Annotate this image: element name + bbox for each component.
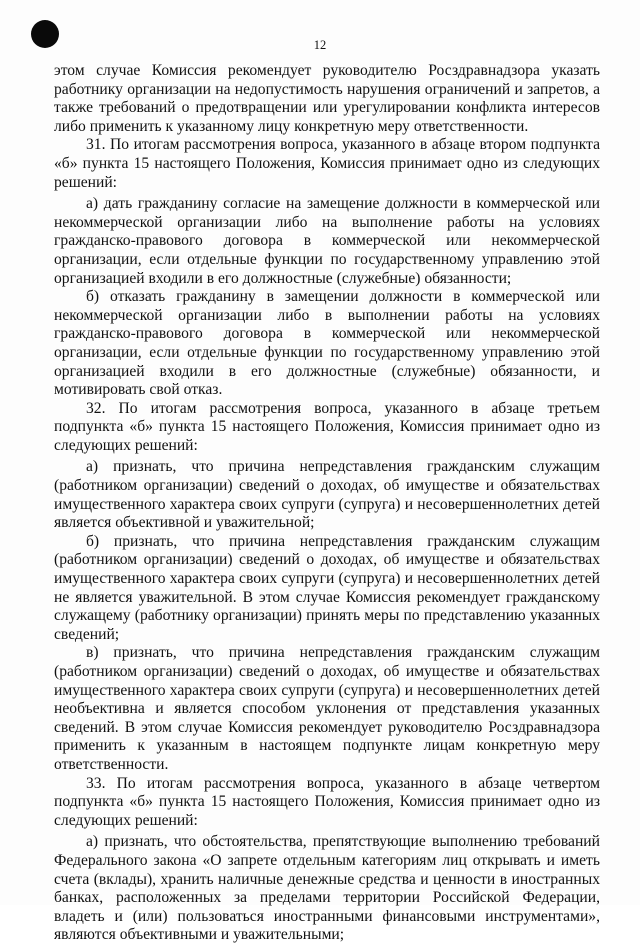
paragraph-31-b: б) отказать гражданину в замещении должности в коммерческой или некоммерческой организации либо в выполнении работы на условиях гражданско-правового договора в коммерческой или некоммерческой организации, если отдельные функции по государственному управлению этой организацией входили в его должностные (служебные) обязанности, и мотивировать свой отказ. — [54, 288, 600, 399]
paragraph-31: 31. По итогам рассмотрения вопроса, указанного в абзаце втором подпункта «б» пункта 15 настоящего Положения, Комиссия принимает одно из следующих решений: — [54, 136, 600, 191]
paragraph-33: 33. По итогам рассмотрения вопроса, указанного в абзаце четвертом подпункта «б» пункта 15 настоящего Положения, Комиссия принимает одно из следующих решений: — [54, 774, 600, 829]
document-body — [54, 62, 600, 945]
paragraph-32-a: а) признать, что причина непредставления гражданским служащим (работником организации) сведений о доходах, об имуществе и обязательствах имущественного характера своих супруги (супруга) и несовершеннолетних детей является объективной и уважительной; — [54, 458, 600, 532]
paragraph-32-c: в) признать, что причина непредставления гражданским служащим (работником организации) сведений о доходах, об имуществе и обязательствах имущественного характера своих супруги (супруга) и несовершеннолетних детей необъективна и является способом уклонения от представления указанных сведений. В этом случае Комиссия рекомендует руководителю Росздравнадзора применить к указанным в настоящем подпункте лицам конкретную меру ответственности. — [54, 644, 600, 773]
paragraph-32-b: б) признать, что причина непредставления гражданским служащим (работником организации) сведений о доходах, об имуществе и обязательствах имущественного характера своих супруги (супруга) и несовершеннолетних детей не является уважительной. В этом случае Комиссия рекомендует гражданскому служащему (работнику организации) принять меры по представлению указанных сведений; — [54, 532, 600, 643]
paragraph-continuation: этом случае Комиссия рекомендует руководителю Росздравнадзора указать работнику организации на недопустимость нарушения ограничений и запретов, а также требований о предотвращении или урегулировании конфликта интересов либо применить к указанному лицу конкретную меру ответственности. — [54, 62, 600, 135]
paragraph-33-a: а) признать, что обстоятельства, препятствующие выполнению требований Федерального закона «О запрете отдельным категориям лиц открывать и иметь счета (вклады), хранить наличные денежные средства и ценности в иностранных банках, расположенных за пределами территории Российской Федерации, владеть и (или) пользоваться иностранными финансовыми инструментами», являются объективными и уважительными; — [54, 833, 600, 944]
page-number: 12 — [313, 38, 327, 52]
paragraph-32: 32. По итогам рассмотрения вопроса, указанного в абзаце третьем подпункта «б» пункта 15 настоящего Положения, Комиссия принимает одно из следующих решений: — [54, 399, 600, 454]
paragraph-31-a: а) дать гражданину согласие на замещение должности в коммерческой или некоммерческой организации либо на выполнение работы на условиях гражданско-правового договора в коммерческой или некоммерческой организации, если отдельные функции по государственному управлению этой организацией входили в его должностные (служебные) обязанности; — [54, 195, 600, 287]
